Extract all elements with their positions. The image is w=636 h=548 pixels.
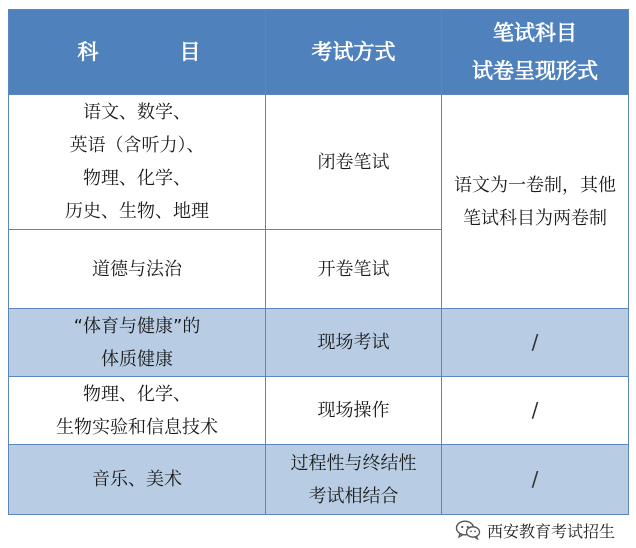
paper-format-cell: [442, 445, 629, 515]
subject-line: “体育与健康”的: [73, 315, 201, 337]
watermark-text: 西安教育考试招生: [487, 521, 616, 541]
exam-method-cell: [266, 309, 442, 377]
method-line: 现场考试: [317, 332, 390, 353]
table-row: [9, 377, 629, 445]
method-line: 闭卷笔试: [317, 151, 390, 173]
subject-line: 音乐、美术: [92, 469, 182, 490]
paper-format-merged-cell: [442, 95, 629, 309]
watermark: [455, 518, 615, 542]
paper-format-cell: [442, 309, 629, 377]
wechat-icon: [455, 520, 481, 540]
paper-format-cell: [442, 377, 629, 445]
method-line: 开卷笔试: [317, 258, 390, 280]
subject-line: 物理、化学、: [83, 383, 191, 405]
subject-cell: [9, 445, 266, 515]
subject-line: 英语（含听力）、: [69, 135, 205, 156]
header-paper-format-line1: 笔试科目: [493, 21, 577, 45]
subject-cell: [9, 377, 266, 445]
table-header-row: [9, 10, 629, 95]
method-line: 现场操作: [317, 400, 390, 421]
method-line: 过程性与终结性: [290, 452, 417, 474]
slash-mark: /: [531, 467, 539, 491]
subject-line: 历史、生物、地理: [65, 201, 209, 222]
subject-line: 生物实验和信息技术: [56, 416, 218, 438]
header-exam-method: 考试方式: [266, 10, 442, 95]
exam-method-cell: [266, 95, 442, 230]
format-line: 语文为一卷制，其他: [454, 174, 616, 196]
subject-line: 语文、数学、: [83, 102, 191, 123]
exam-method-cell: [266, 230, 442, 309]
subject-line: 体质健康: [101, 348, 173, 370]
slash-mark: /: [531, 330, 539, 354]
subject-line: 道德与法治: [92, 258, 182, 280]
method-line: 考试相结合: [308, 485, 399, 507]
subject-cell: [9, 309, 266, 377]
header-subject: 科 目: [9, 10, 266, 95]
subject-cell: [9, 230, 266, 309]
subject-line: 物理、化学、: [83, 168, 191, 189]
exam-method-cell: [266, 445, 442, 515]
exam-format-table: [8, 9, 629, 515]
exam-method-cell: [266, 377, 442, 445]
format-line: 笔试科目为两卷制: [463, 207, 607, 229]
header-paper-format: [442, 10, 629, 95]
table-row: [9, 445, 629, 515]
table-row: [9, 95, 629, 230]
header-paper-format-line2: 试卷呈现形式: [472, 59, 598, 83]
slash-mark: /: [531, 398, 539, 422]
subject-cell: [9, 95, 266, 230]
table-row: [9, 309, 629, 377]
